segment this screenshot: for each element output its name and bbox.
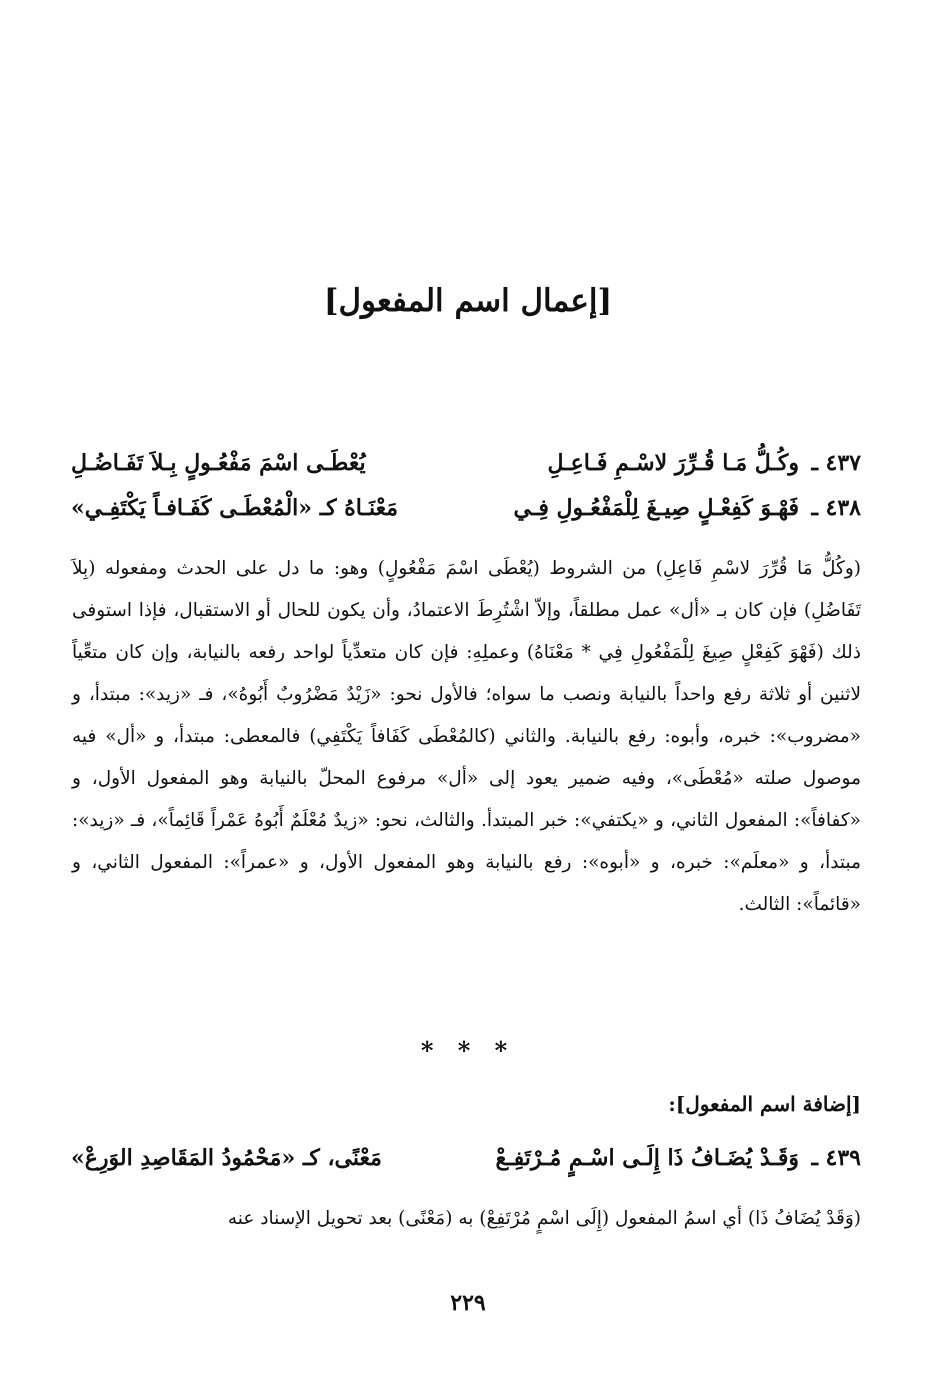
- verse-437: [71, 450, 861, 484]
- commentary-block: [72, 548, 861, 926]
- verse-number: ٤٣٧ ـ: [811, 450, 861, 476]
- page-number: ٢٢٩: [450, 1290, 486, 1316]
- verse-number: ٤٣٨ ـ: [811, 495, 861, 521]
- commentary-439: (وَقَدْ يُضَافُ ذَا) أي اسمُ المفعول (إِلَى اسْمٍ مُرْتَفِعْ) به (مَعْنًى) بعد تحويل الإسناد عنه: [227, 1208, 861, 1229]
- second-hemistich: يُعْطَـى اسْمَ مَفْعُـولٍ بِـلاَ تَفَـاضُـلِ: [71, 450, 366, 476]
- verse-number: ٤٣٩ ـ: [811, 1145, 861, 1171]
- first-hemistich: فَهْـوَ كَفِعْـلٍ صِيـغَ لِلْمَفْعُـولِ فِـي: [513, 495, 799, 521]
- section-heading: [إعمال اسم المفعول]: [323, 283, 613, 319]
- second-hemistich: مَعْنًى، كـ «مَحْمُودُ المَقَاصِدِ الوَرِعْ»: [71, 1145, 382, 1171]
- subsection-heading: [إضافة اسم المفعول]:: [668, 1092, 861, 1116]
- first-hemistich: وَقَـدْ يُضَـافُ ذَا إِلَـى اسْـمٍ مُـرْتَفِـعْ: [495, 1145, 799, 1171]
- verse-438: [71, 495, 861, 529]
- commentary-paragraph: (وكُلُّ مَا قُرِّرَ لاسْمِ فَاعِلِ) من الشروط (يُعْطَى اسْمَ مَفْعُولٍ) وهو: ما دل على الحدث ومفعوله (بِلاَ تَفَاضُلِ) فإن كان بـ «أل» عمل مطلقاً، وإلاّ اشْتُرِطَ الاعتمادُ، وأن يكون للحال أو الاستقبال، فإذا استوفى ذلك (فَهْوَ كَفِعْلٍ صِيغَ لِلْمَفْعُولِ فِي * مَعْنَاهُ) وعملِهِ: فإن كان متعدِّياً لواحد رفعه بالنيابة، وإن كان متعِّياً لاثنين أو ثلاثة رفع واحداً بالنيابة ونصب ما سواه؛ فالأول نحو: «زَيْدٌ مَضْرُوبٌ أَبُوهُ»، فـ «زيد»: مبتدأ، و «مضروب»: خبره، وأبوه: رفع بالنيابة. والثاني (كالمُعْطَى كَفَافاً يَكْتَفِي) فالمعطى: مبتدأ، و «أل» فيه موصول صلته «مُعْطَى»، وفيه ضمير يعود إلى «أل» مرفوع المحلّ بالنيابة وهو المفعول الأول، و «كفافاً»: المفعول الثاني، و «يكتفي»: خبر المبتدأ. والثالث، نحو: «زيدٌ مُعْلَمٌ أَبُوهُ عَمْراً قَائِماً»، فـ «زيد»: مبتدأ، و «معلَم»: خبره، و «أبوه»: رفع بالنيابة وهو المفعول الأول، و «عمراً»: المفعول الثاني، و «قائماً»: الثالث.: [72, 558, 861, 915]
- first-hemistich: وكُـلُّ مَـا قُـرِّرَ لاسْـمِ فَـاعِـلِ: [547, 450, 799, 476]
- second-hemistich: مَعْنَـاهُ كـ «الْمُعْطَـى كَفَـافـاً يَكْتَفِـي»: [71, 495, 398, 521]
- section-separator: * * *: [420, 1036, 516, 1065]
- verse-439: [71, 1145, 861, 1179]
